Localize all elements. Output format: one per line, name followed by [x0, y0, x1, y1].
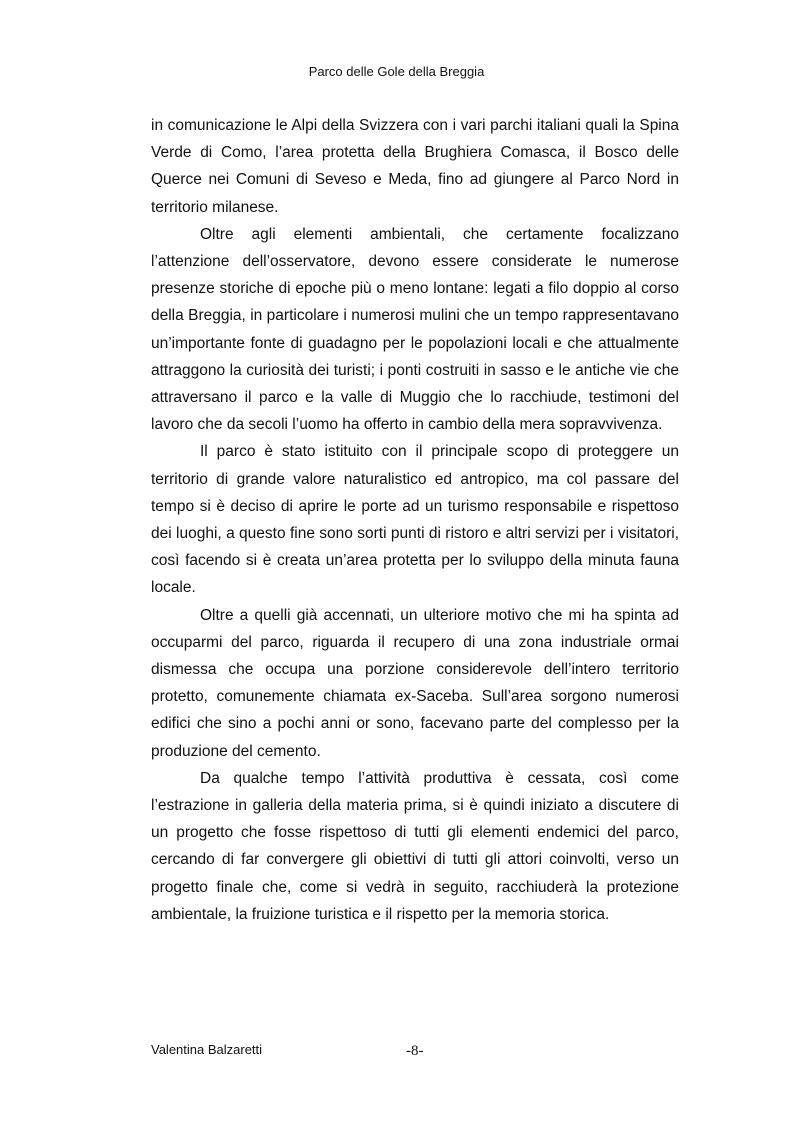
page-header: Parco delle Gole della Breggia [308, 64, 485, 79]
paragraph-industrial-area: Oltre a quelli già accennati, un ulteriore motivo che mi ha spinta ad occuparmi del parco, riguarda il recupero di una zona industriale ormai dismessa che occupa una porzione considerevole dell’intero territorio protetto, comunemente chiamata ex-Saceba. Sull’area sorgono numerosi edifici che sino a pochi anni or sono, facevano parte del complesso per la produzione del cemento. [151, 606, 679, 760]
paragraph-project: Da qualche tempo l’attività produttiva è cessata, così come l’estrazione in galleria della materia prima, si è quindi iniziato a discutere di un progetto che fosse rispettoso di tutti gli elementi endemici del parco, cercando di far convergere gli obiettivi di tutti gli attori coinvolti, verso un progetto finale che, come si vedrà in seguito, racchiuderà la protezione ambientale, la fruizione turistica e il rispetto per la memoria storica. [151, 769, 679, 923]
footer-author: Valentina Balzaretti [151, 1042, 263, 1057]
body-text [151, 112, 679, 928]
paragraph-historical-presence: Oltre agli elementi ambientali, che certamente focalizzano l’attenzione dell’osservatore, devono essere considerate le numerose presenze storiche di epoche più o meno lontane: legati a filo doppio al corso della Breggia, in particolare i numerosi mulini che un tempo rappresentavano un’importante fonte di guadagno per le popolazioni locali e che attualmente attraggono la curiosità dei turisti; i ponti costruiti in sasso e le antiche vie che attraversano il parco e la valle di Muggio che lo racchiude, testimoni del lavoro che da secoli l’uomo ha offerto in cambio della mera sopravvivenza. [151, 225, 679, 434]
page-number: -8- [406, 1043, 424, 1059]
paragraph-park-purpose: Il parco è stato istituito con il principale scopo di proteggere un territorio di grande valore naturalistico ed antropico, ma col passare del tempo si è deciso di aprire le porte ad un turismo responsabile e rispettoso dei luoghi, a questo fine sono sorti punti di ristoro e altri servizi per i visitatori, così facendo si è creata un’area protetta per lo sviluppo della minuta fauna locale. [151, 443, 679, 597]
paragraph-continuation: in comunicazione le Alpi della Svizzera con i vari parchi italiani quali la Spina Verde di Como, l’area protetta della Brughiera Comasca, il Bosco delle Querce nei Comuni di Seveso e Meda, fino ad giungere al Parco Nord in territorio milanese. [151, 117, 679, 216]
